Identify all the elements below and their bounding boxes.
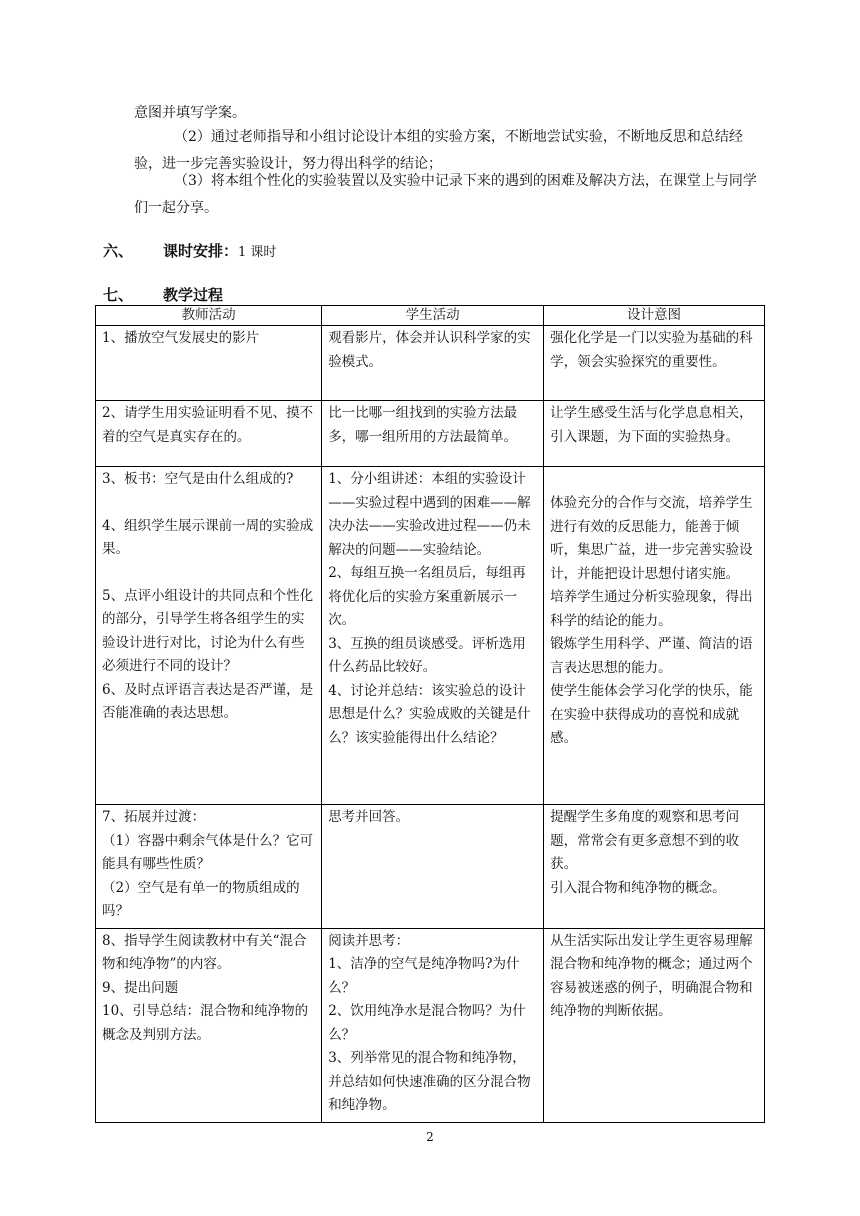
header-design-intent: 设计意图 [544, 306, 765, 326]
student-cell [322, 928, 544, 1122]
cell-text: 比一比哪一组找到的实验方法最多，哪一组所用的方法最简单。 [328, 405, 518, 445]
student-cell [322, 401, 544, 467]
header-teacher-activity: 教师活动 [96, 306, 322, 326]
cell-text: 8、指导学生阅读教材中有关“混合物和纯净物”的内容。 [102, 932, 307, 972]
cell-text: 6、及时点评语言表达是否严谨，是否能准确的表达思想。 [102, 681, 314, 721]
cell-text: 思考并回答。 [328, 809, 410, 825]
table-row [96, 928, 765, 1122]
cell-text: 10、引导总结：混合物和纯净物的概念及判别方法。 [102, 1003, 309, 1043]
intent-cell [544, 805, 765, 929]
cell-text: 锻炼学生用科学、严谨、简洁的语言表达思想的能力。 [550, 636, 753, 676]
intent-cell [544, 326, 765, 401]
teacher-cell [96, 467, 322, 805]
section-value: 1 课时 [238, 245, 277, 260]
blank-line [102, 492, 315, 515]
section-title: 课时安排： [163, 242, 239, 260]
student-cell [322, 326, 544, 401]
cell-text: 4、组织学生展示课前一周的实验成果。 [102, 517, 314, 557]
cell-text: 1、洁净的空气是纯净物吗?为什么？ [328, 956, 520, 996]
teacher-cell [96, 401, 322, 467]
cell-text: 2、每组互换一名组员后，每组再将优化后的实验方案重新展示一次。 [328, 565, 526, 628]
cell-text: 提醒学生多角度的观察和思考问题，常常会有更多意想不到的收获。 [550, 809, 740, 872]
teacher-cell [96, 326, 322, 401]
cell-text: 3、互换的组员谈感受。评析选用什么药品比较好。 [328, 635, 526, 675]
cell-text: 2、饮用纯净水是混合物吗？为什么？ [328, 1003, 526, 1043]
student-cell [322, 467, 544, 805]
header-student-activity: 学生活动 [322, 306, 544, 326]
section-number: 七、 [103, 286, 134, 304]
section-title: 教学过程 [163, 286, 224, 304]
paragraph-item-2: （2）通过老师指导和小组讨论设计本组的实验方案，不断地尝试实验，不断地反思和总结经验，进一步完善实验设计，努力得出科学的结论； [134, 129, 743, 172]
cell-text: 阅读并思考： [328, 932, 410, 949]
cell-text: 7、拓展并过渡： [102, 809, 206, 825]
paragraph-item-3: （3）将本组个性化的实验装置以及实验中记录下来的遇到的困难及解决方法，在课堂上与同学们一起分享。 [134, 173, 757, 216]
cell-text: 培养学生通过分析实验现象，得出科学的结论的能力。 [550, 589, 753, 629]
section-7-heading [103, 284, 223, 305]
cell-text: （1）容器中剩余气体是什么？它可能具有哪些性质？ [102, 832, 314, 872]
table-row [96, 401, 765, 467]
table-row [96, 467, 765, 805]
cell-text: 观看影片，体会并认识科学家的实验模式。 [328, 330, 531, 370]
cell-text: 1、播放空气发展史的影片 [102, 330, 260, 346]
cell-text: 9、提出问题 [102, 979, 179, 996]
intent-cell [544, 401, 765, 467]
cell-text: 引入混合物和纯净物的概念。 [550, 879, 726, 896]
cell-text: 3、板书：空气是由什么组成的? [102, 471, 294, 487]
cell-text: 1、分小组讲述：本组的实验设计——实验过程中遇到的困难——解决办法——实验改进过程——仍未解决的问题——实验结论。 [328, 471, 531, 558]
teacher-cell [96, 928, 322, 1122]
section-number: 六、 [103, 242, 134, 260]
intent-cell [544, 467, 765, 805]
blank-line [102, 562, 315, 585]
cell-text: 让学生感受生活与化学息息相关，引入课题，为下面的实验热身。 [550, 405, 753, 445]
cell-text: 4、讨论并总结：该实验总的设计思想是什么？实验成败的关键是什么？该实验能得出什么结论？ [328, 682, 531, 746]
table-row [96, 805, 765, 929]
cell-text: 2、请学生用实验证明看不见、摸不着的空气是真实存在的。 [102, 405, 314, 445]
teacher-cell [96, 805, 322, 929]
paragraph-continuation: 意图并填写学案。 [134, 105, 246, 121]
table-header-row [96, 306, 765, 326]
intent-cell [544, 928, 765, 1122]
cell-text: 体验充分的合作与交流，培养学生进行有效的反思能力，能善于倾听，集思广益，进一步完善实验设计，并能把设计思想付诸实施。 [550, 495, 753, 582]
cell-text: 从生活实际出发让学生更容易理解混合物和纯净物的概念；通过两个容易被迷惑的例子，明确混合物和纯净物的判断依据。 [550, 932, 753, 1019]
cell-text: （2）空气是有单一的物质组成的吗？ [102, 879, 300, 919]
table-row [96, 326, 765, 401]
cell-text: 使学生能体会学习化学的快乐，能在实验中获得成功的喜悦和成就感。 [550, 683, 753, 746]
cell-text: 5、点评小组设计的共同点和个性化的部分，引导学生将各组学生的实验设计进行对比，讨论为什么有些必须进行不同的设计？ [102, 587, 314, 674]
student-cell [322, 805, 544, 929]
page-number: 2 [426, 1130, 434, 1144]
teaching-process-table [95, 305, 765, 1123]
blank-line [550, 468, 758, 491]
section-6-heading [103, 240, 276, 261]
cell-text: 3、列举常见的混合物和纯净物，并总结如何快速准确的区分混合物和纯净物。 [328, 1050, 531, 1113]
cell-text: 强化化学是一门以实验为基础的科学，领会实验探究的重要性。 [550, 330, 753, 370]
